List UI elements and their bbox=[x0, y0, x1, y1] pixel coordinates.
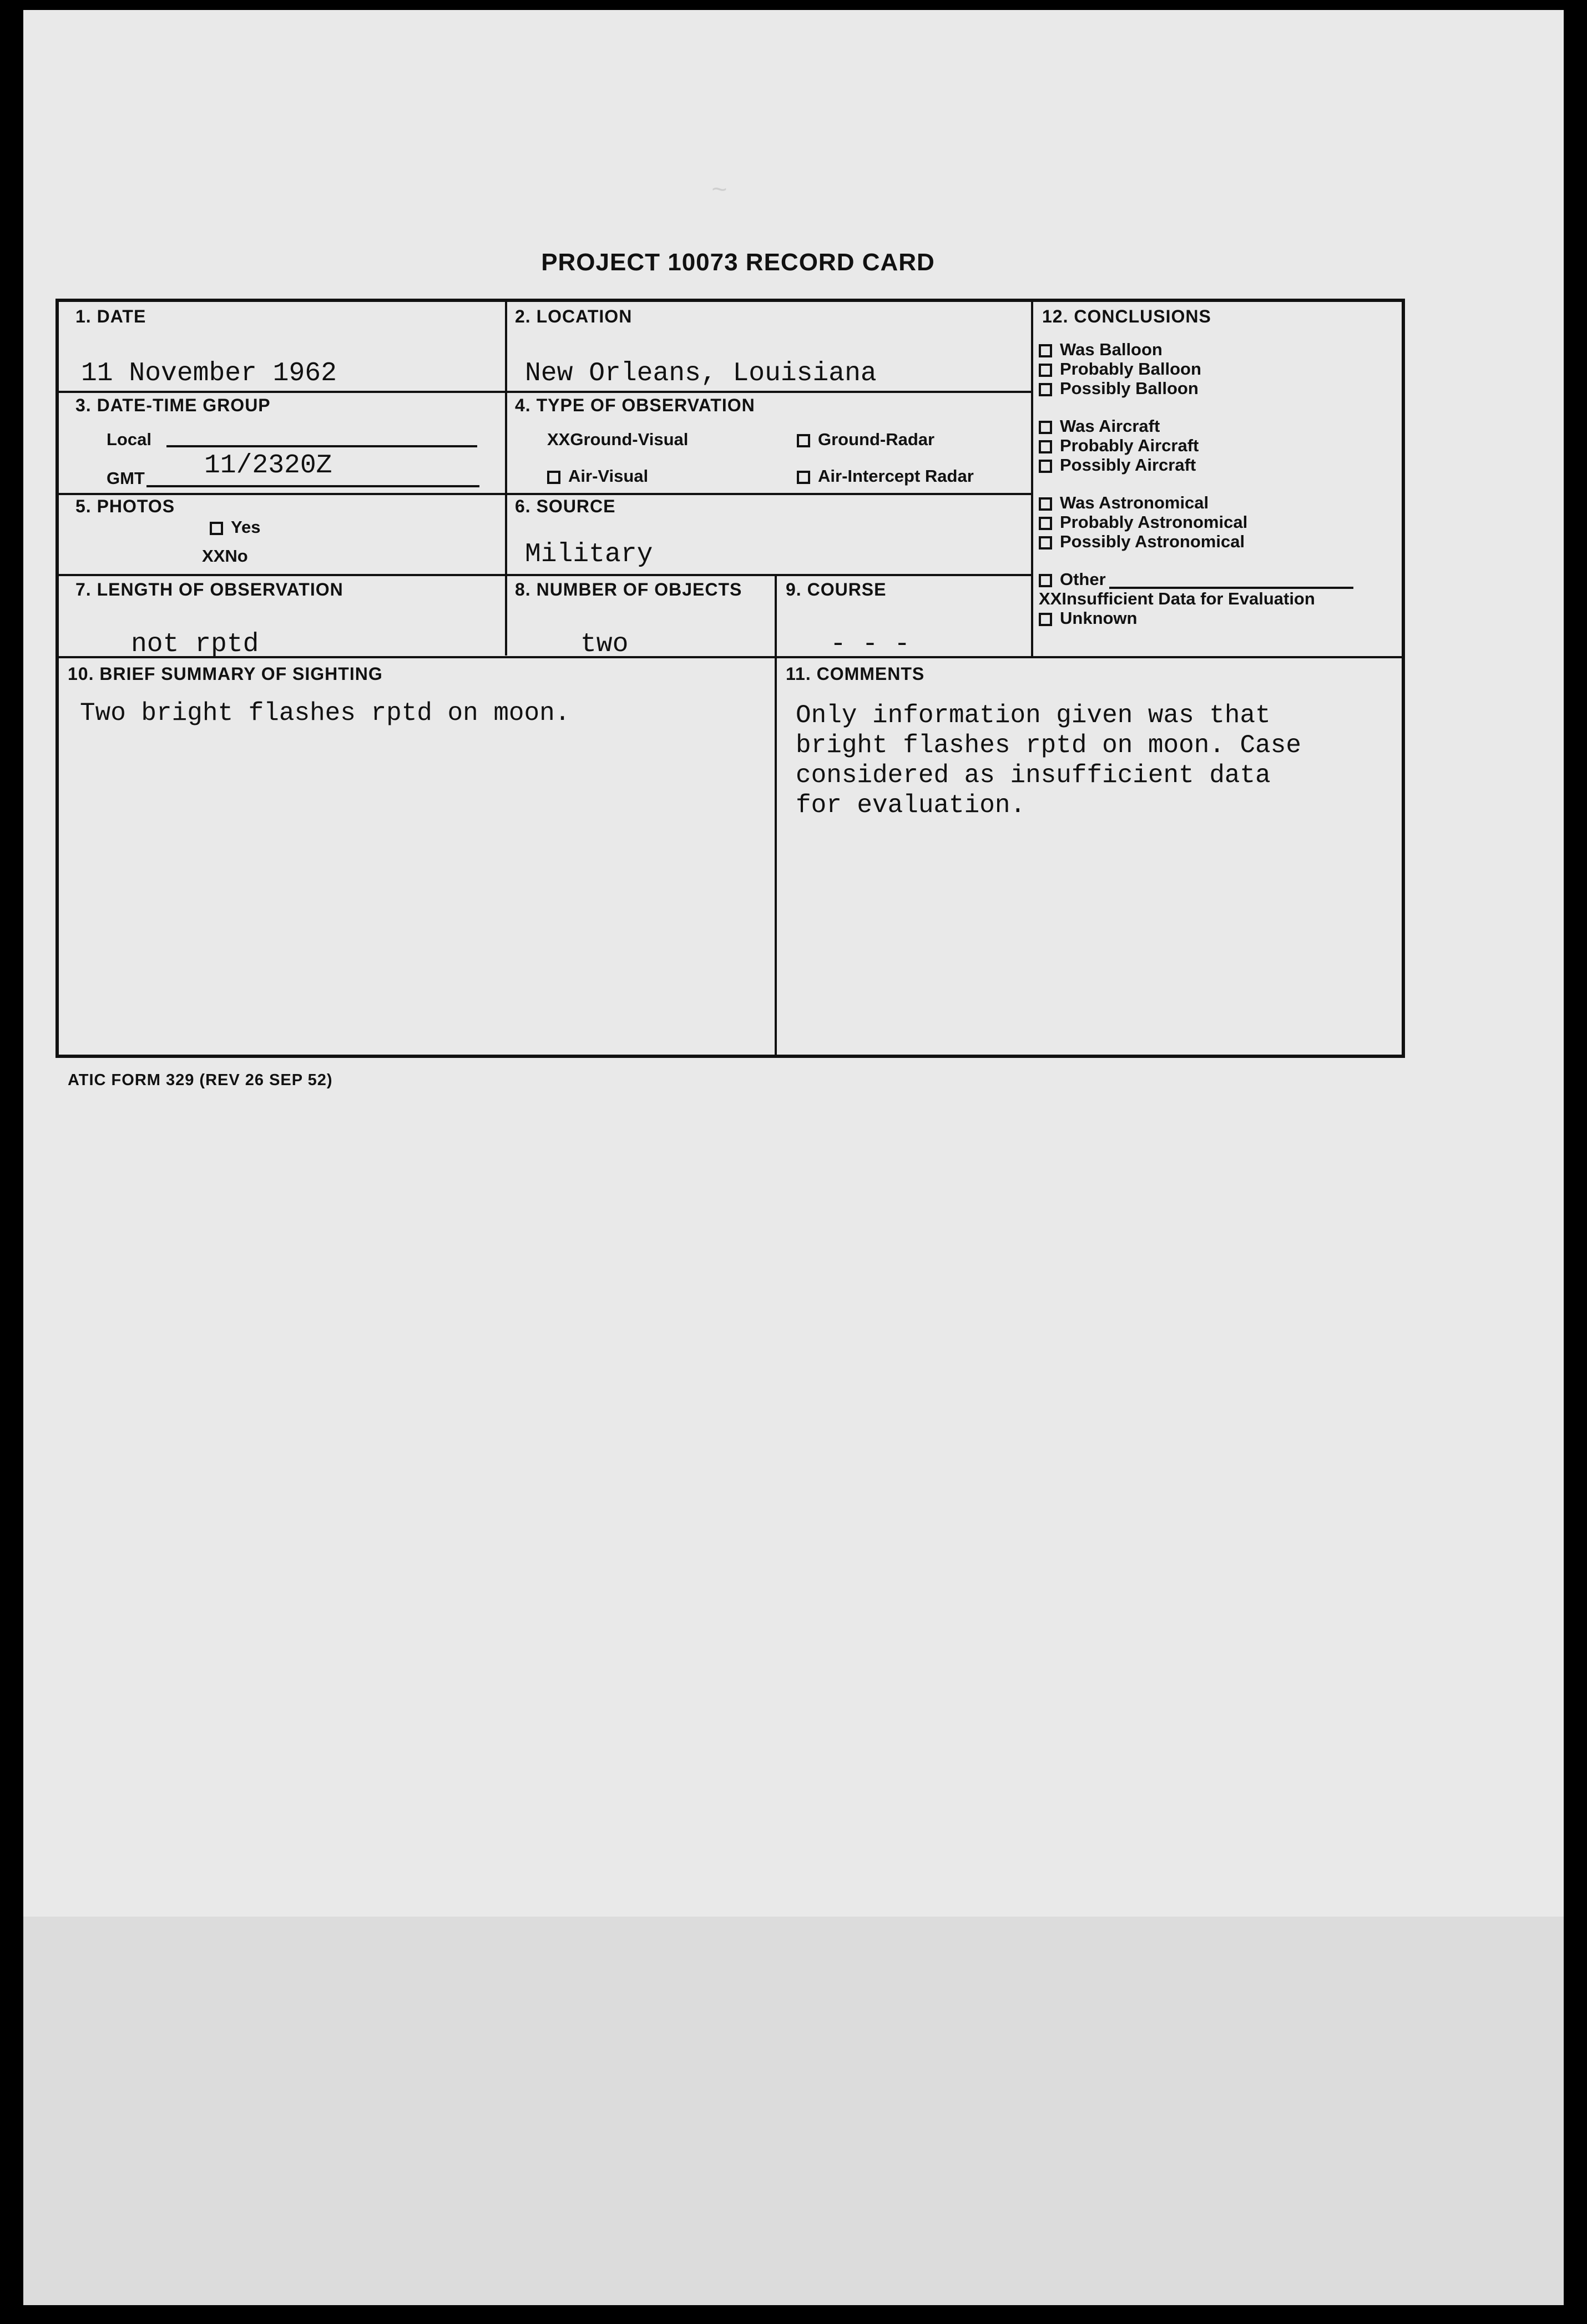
conclusion-was-aircraft: Was Aircraft bbox=[1039, 416, 1353, 436]
conclusion-possibly-aircraft: Possibly Aircraft bbox=[1039, 455, 1353, 475]
conclusion-probably-balloon: Probably Balloon bbox=[1039, 359, 1353, 379]
bleed-through-mark: ~ bbox=[711, 177, 727, 206]
gmt-line bbox=[146, 485, 479, 487]
conclusion-was-balloon: Was Balloon bbox=[1039, 340, 1353, 359]
checked-mark: XX bbox=[1039, 589, 1062, 608]
conclusion-probably-aircraft: Probably Aircraft bbox=[1039, 436, 1353, 455]
form-identifier: ATIC FORM 329 (REV 26 SEP 52) bbox=[68, 1071, 333, 1089]
conclusion-unknown: Unknown bbox=[1039, 608, 1353, 628]
checkbox-icon bbox=[1039, 364, 1052, 377]
number-of-objects-label: 8. NUMBER OF OBJECTS bbox=[515, 579, 742, 599]
course-label: 9. COURSE bbox=[786, 579, 887, 599]
checkbox-icon bbox=[1039, 517, 1052, 530]
number-of-objects-value: two bbox=[580, 629, 629, 659]
checkbox-icon bbox=[1039, 421, 1052, 434]
local-time-label: Local bbox=[107, 430, 151, 449]
checkbox-icon bbox=[547, 471, 560, 484]
paper-sheet-lower bbox=[23, 1917, 1564, 2305]
observation-type-label: 4. TYPE OF OBSERVATION bbox=[515, 395, 755, 415]
checkbox-icon bbox=[1039, 440, 1052, 453]
checkbox-icon bbox=[1039, 383, 1052, 396]
photos-label: 5. PHOTOS bbox=[75, 496, 175, 516]
photos-yes-option: Yes bbox=[210, 517, 260, 537]
comments-label: 11. COMMENTS bbox=[786, 664, 925, 684]
checkbox-icon bbox=[1039, 460, 1052, 473]
ground-visual-option: XXGround-Visual bbox=[547, 430, 689, 449]
checkbox-icon bbox=[797, 471, 810, 484]
checkbox-icon bbox=[797, 434, 810, 447]
date-value: 11 November 1962 bbox=[81, 359, 337, 389]
page-title: PROJECT 10073 RECORD CARD bbox=[541, 249, 935, 276]
checked-mark: XX bbox=[202, 546, 225, 566]
course-value: - - - bbox=[830, 629, 911, 659]
source-value: Military bbox=[525, 540, 653, 569]
conclusion-probably-astronomical: Probably Astronomical bbox=[1039, 512, 1353, 532]
brief-summary-text: Two bright flashes rptd on moon. bbox=[80, 699, 570, 728]
gmt-label: GMT bbox=[107, 468, 145, 488]
conclusions-list bbox=[1039, 340, 1353, 628]
conclusions-label: 12. CONCLUSIONS bbox=[1042, 306, 1211, 326]
air-intercept-radar-option: Air-Intercept Radar bbox=[797, 466, 974, 486]
location-value: New Orleans, Louisiana bbox=[525, 359, 877, 389]
checked-mark: XX bbox=[547, 430, 570, 449]
checkbox-icon bbox=[1039, 344, 1052, 357]
length-of-observation-label: 7. LENGTH OF OBSERVATION bbox=[75, 579, 343, 599]
photos-no-option: XXNo bbox=[202, 546, 248, 566]
source-label: 6. SOURCE bbox=[515, 496, 616, 516]
checkbox-icon bbox=[1039, 497, 1052, 511]
ground-radar-option: Ground-Radar bbox=[797, 430, 934, 450]
date-label: 1. DATE bbox=[75, 306, 146, 326]
conclusion-other: Other bbox=[1039, 569, 1353, 589]
local-time-line bbox=[166, 445, 477, 447]
length-of-observation-value: not rptd bbox=[131, 629, 259, 659]
location-label: 2. LOCATION bbox=[515, 306, 633, 326]
air-visual-option: Air-Visual bbox=[547, 466, 648, 486]
checkbox-icon bbox=[1039, 613, 1052, 626]
date-time-group-label: 3. DATE-TIME GROUP bbox=[75, 395, 271, 415]
conclusion-was-astronomical: Was Astronomical bbox=[1039, 493, 1353, 512]
checkbox-icon bbox=[210, 522, 223, 535]
conclusion-insufficient-data: XXInsufficient Data for Evaluation bbox=[1039, 589, 1315, 608]
gmt-value: 11/2320Z bbox=[204, 451, 332, 481]
conclusion-possibly-astronomical: Possibly Astronomical bbox=[1039, 532, 1353, 551]
conclusion-possibly-balloon: Possibly Balloon bbox=[1039, 379, 1353, 398]
checkbox-icon bbox=[1039, 536, 1052, 550]
comments-text: Only information given was that bright flashes rptd on moon. Case considered as insufficient data for evaluation. bbox=[796, 701, 1301, 820]
brief-summary-label: 10. BRIEF SUMMARY OF SIGHTING bbox=[68, 664, 383, 684]
checkbox-icon bbox=[1039, 574, 1052, 587]
